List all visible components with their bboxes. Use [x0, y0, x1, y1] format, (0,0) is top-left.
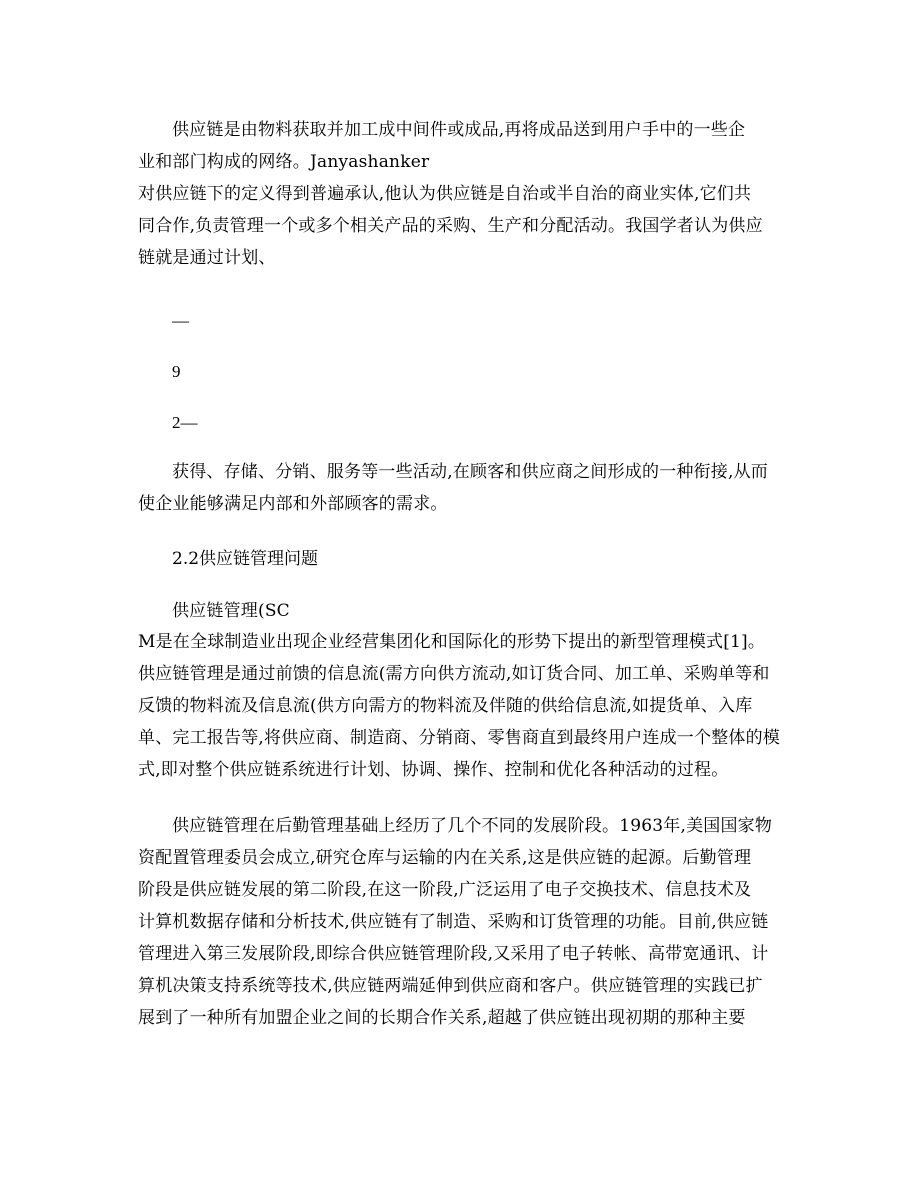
paragraph-2-line-1: 获得、存储、分销、服务等一些活动,在顾客和供应商之间形成的一种衔接,从而: [172, 462, 769, 482]
paragraph-1-line-2: 业和部门构成的网络。Janyashanker: [138, 152, 430, 172]
paragraph-4-line-3: 阶段是供应链发展的第二阶段,在这一阶段,广泛运用了电子交换技术、信息技术及: [138, 880, 752, 900]
paragraph-4-line-5: 管理进入第三发展阶段,即综合供应链管理阶段,又采用了电子转帐、高带宽通讯、计: [138, 944, 769, 964]
section-heading: 2.2供应链管理问题: [172, 549, 319, 569]
paragraph-3-line-3: 供应链管理是通过前馈的信息流(需方向供方流动,如订货合同、加工单、采购单等和: [138, 664, 770, 684]
paragraph-3-line-6: 式,即对整个供应链系统进行计划、协调、操作、控制和优化各种活动的过程。: [138, 760, 729, 780]
paragraph-4-line-6: 算机决策支持系统等技术,供应链两端延伸到供应商和客户。供应链管理的实践已扩: [138, 976, 763, 996]
paragraph-1-line-5: 链就是通过计划、: [138, 248, 276, 268]
paragraph-4-line-2: 资配置管理委员会成立,研究仓库与运输的内在关系,这是供应链的起源。后勤管理: [138, 848, 752, 868]
paragraph-2-line-2: 使企业能够满足内部和外部顾客的需求。: [138, 494, 448, 514]
paragraph-3-line-4: 反馈的物料流及信息流(供方向需方的物料流及伴随的供给信息流,如提货单、入库: [138, 696, 753, 716]
paragraph-1-line-3: 对供应链下的定义得到普遍承认,他认为供应链是自治或半自治的商业实体,它们共: [138, 184, 752, 204]
paragraph-4-line-1: 供应链管理在后勤管理基础上经历了几个不同的发展阶段。1963年,美国国家物: [172, 816, 773, 836]
page-marker-number: 9: [172, 362, 181, 381]
paragraph-4-line-7: 展到了一种所有加盟企业之间的长期合作关系,超越了供应链出现初期的那种主要: [138, 1008, 746, 1028]
paragraph-3-line-5: 单、完工报告等,将供应商、制造商、分销商、零售商直到最终用户连成一个整体的模: [138, 728, 781, 748]
paragraph-3-line-2: M是在全球制造业出现企业经营集团化和国际化的形势下提出的新型管理模式[1]。: [138, 632, 766, 652]
paragraph-1-line-1: 供应链是由物料获取并加工成中间件或成品,再将成品送到用户手中的一些企: [172, 120, 746, 140]
paragraph-1-line-4: 同合作,负责管理一个或多个相关产品的采购、生产和分配活动。我国学者认为供应: [138, 216, 763, 236]
page-marker-tail: 2—: [172, 413, 198, 432]
paragraph-4-line-4: 计算机数据存储和分析技术,供应链有了制造、采购和订货管理的功能。目前,供应链: [138, 912, 769, 932]
page-marker-dash: —: [172, 311, 189, 330]
paragraph-3-line-1: 供应链管理(SC: [172, 601, 290, 621]
